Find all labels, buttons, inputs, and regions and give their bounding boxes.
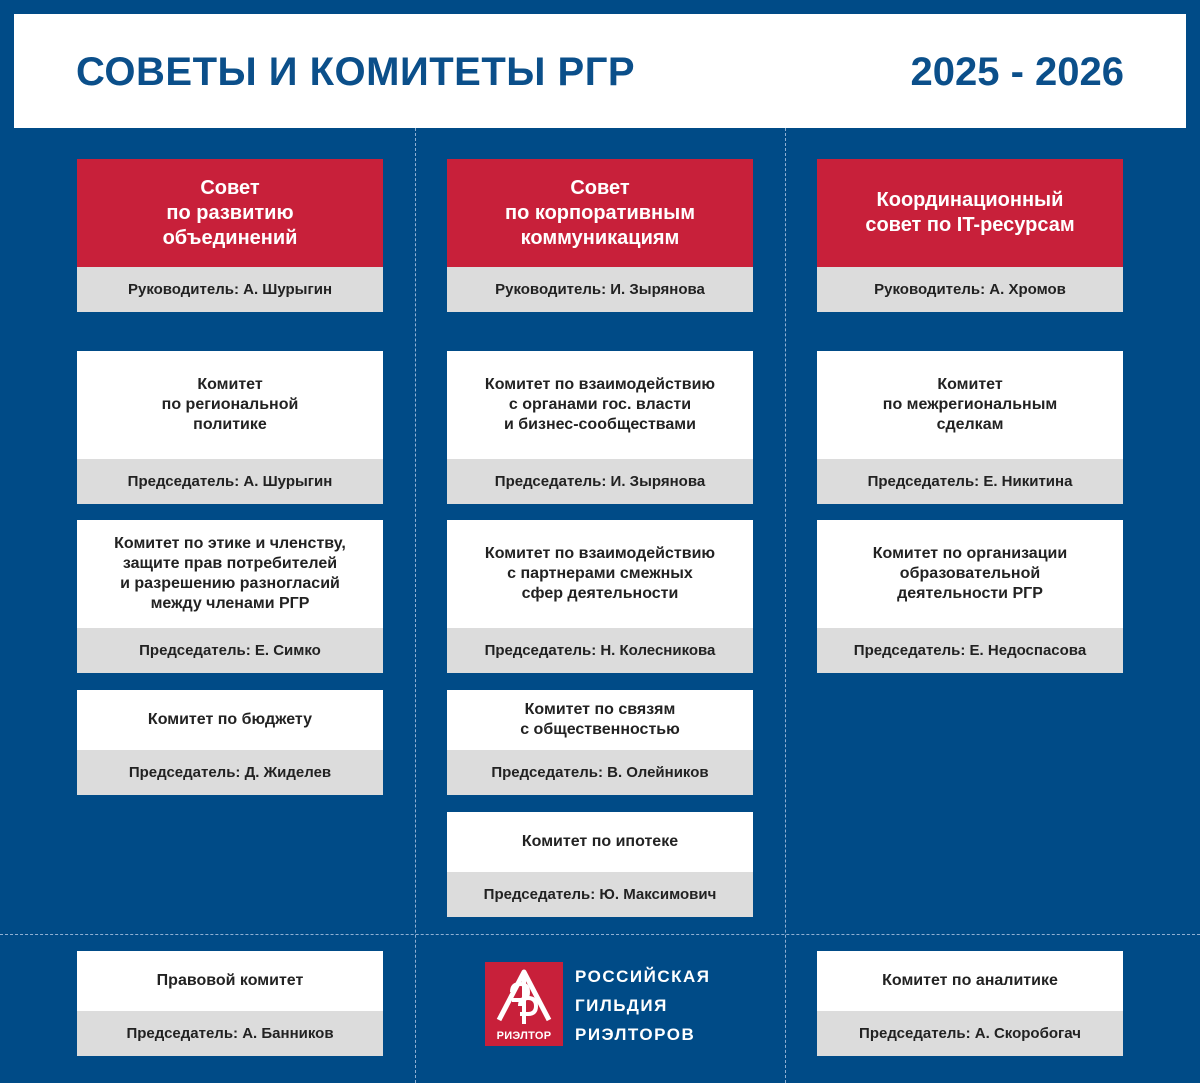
committee-title: Комитет по этике и членству, защите прав потребителей и разрешению разногласий между членами РГР <box>77 520 383 628</box>
logo-wordmark <box>575 962 745 1049</box>
period-years: 2025 - 2026 <box>910 50 1124 94</box>
council-leader: Руководитель: И. Зырянова <box>447 267 753 312</box>
council-leader: Руководитель: А. Хромов <box>817 267 1123 312</box>
committee-chair: Председатель: Н. Колесникова <box>447 628 753 673</box>
council-card-it <box>817 159 1123 312</box>
committee-title: Комитет по бюджету <box>77 690 383 750</box>
council-title: Совет по корпоративным коммуникациям <box>447 159 753 267</box>
committee-chair: Председатель: Е. Никитина <box>817 459 1123 504</box>
logo-mark-text: РИЭЛТОР <box>496 1030 552 1042</box>
committee-card-partners <box>447 520 753 673</box>
header-banner <box>14 14 1186 128</box>
committee-title: Комитет по взаимодействию с органами гос. власти и бизнес-сообществами <box>447 351 753 459</box>
council-card-development <box>77 159 383 312</box>
committee-chair: Председатель: В. Олейников <box>447 750 753 795</box>
column-divider <box>785 128 786 1083</box>
committee-card-ethics <box>77 520 383 673</box>
logo-line-2: ГИЛЬДИЯ <box>575 996 668 1015</box>
committee-title: Комитет по региональной политике <box>77 351 383 459</box>
committee-title: Комитет по связям с общественностью <box>447 690 753 750</box>
committee-chair: Председатель: Д. Жиделев <box>77 750 383 795</box>
committee-chair: Председатель: А. Шурыгин <box>77 459 383 504</box>
bottom-divider <box>0 934 1200 935</box>
council-title: Совет по развитию объединений <box>77 159 383 267</box>
page-title: СОВЕТЫ И КОМИТЕТЫ РГР <box>76 50 636 94</box>
committee-card-government <box>447 351 753 504</box>
logo-line-1: РОССИЙСКАЯ <box>575 967 711 986</box>
logo-line-3: РИЭЛТОРОВ <box>575 1025 696 1044</box>
committee-title: Комитет по аналитике <box>817 951 1123 1011</box>
column-divider <box>415 128 416 1083</box>
council-title: Координационный совет по IT-ресурсам <box>817 159 1123 267</box>
committee-card-regional <box>77 351 383 504</box>
committee-title: Правовой комитет <box>77 951 383 1011</box>
council-card-communications <box>447 159 753 312</box>
committee-card-interregional <box>817 351 1123 504</box>
committee-chair: Председатель: А. Банников <box>77 1011 383 1056</box>
committee-title: Комитет по взаимодействию с партнерами смежных сфер деятельности <box>447 520 753 628</box>
committee-card-mortgage <box>447 812 753 917</box>
committee-chair: Председатель: И. Зырянова <box>447 459 753 504</box>
committee-title: Комитет по организации образовательной деятельности РГР <box>817 520 1123 628</box>
committee-card-analytics <box>817 951 1123 1056</box>
committee-chair: Председатель: Е. Симко <box>77 628 383 673</box>
committee-card-legal <box>77 951 383 1056</box>
committee-card-pr <box>447 690 753 795</box>
committee-chair: Председатель: Ю. Максимович <box>447 872 753 917</box>
committee-chair: Председатель: А. Скоробогач <box>817 1011 1123 1056</box>
committee-title: Комитет по ипотеке <box>447 812 753 872</box>
committee-title: Комитет по межрегиональным сделкам <box>817 351 1123 459</box>
logo-mark-icon <box>485 962 563 1046</box>
committee-card-budget <box>77 690 383 795</box>
committee-chair: Председатель: Е. Недоспасова <box>817 628 1123 673</box>
council-leader: Руководитель: А. Шурыгин <box>77 267 383 312</box>
committee-card-education <box>817 520 1123 673</box>
